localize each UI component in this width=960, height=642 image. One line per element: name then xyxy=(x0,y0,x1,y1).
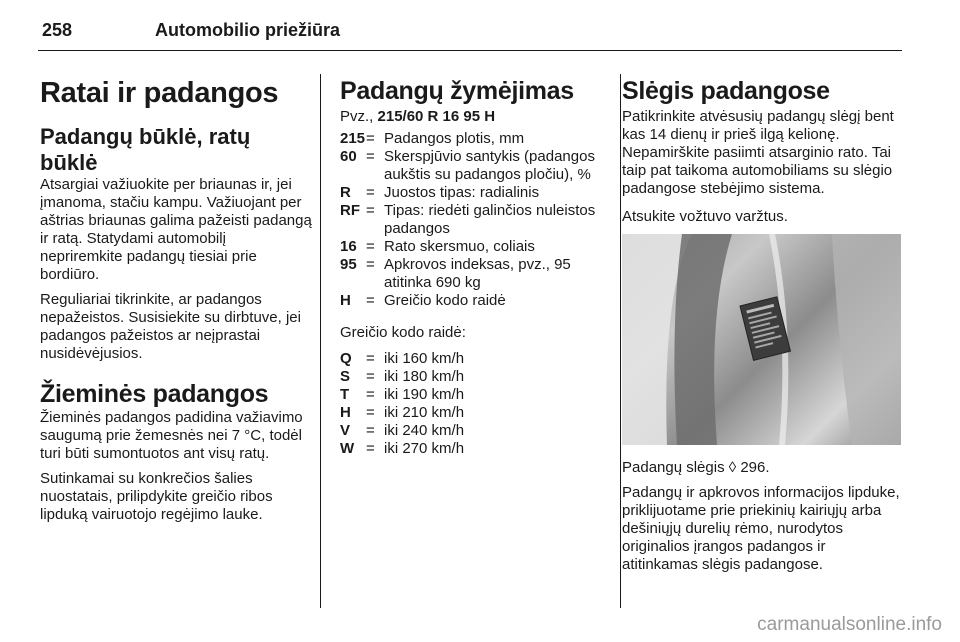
markings-list xyxy=(340,130,606,310)
speed-eq: = xyxy=(366,350,375,367)
definition-row xyxy=(340,238,606,256)
speed-row xyxy=(340,422,606,440)
speed-key: V xyxy=(340,422,351,439)
definition-value: Greičio kodo raidė xyxy=(384,292,506,309)
column-divider-1 xyxy=(320,74,321,608)
speed-key: Q xyxy=(340,350,352,367)
section-heading-tire-pressure: Slėgis padangose xyxy=(622,77,830,105)
paragraph: Atsargiai važiuokite per briaunas ir, jei įmanoma, stačiu kampu. Važiuojant per aštrias briaunas galima pažeisti padangą ir ratą. Statydami automobilį nepriremkite padangų tiesiai prie bordiūro. xyxy=(40,176,312,283)
definition-row xyxy=(340,148,606,184)
speed-value: iki 240 km/h xyxy=(384,422,465,439)
definition-value: Skerspjūvio santykis (padangos aukštis su padangos pločiu), % xyxy=(384,148,595,183)
definition-row xyxy=(340,130,606,148)
section-heading-winter-tires: Žieminės padangos xyxy=(40,380,269,408)
chapter-title: Automobilio priežiūra xyxy=(155,20,341,40)
speed-value: iki 210 km/h xyxy=(384,404,465,421)
speed-row xyxy=(340,440,606,458)
speed-eq: = xyxy=(366,440,375,457)
speed-eq: = xyxy=(366,386,375,403)
section-heading-tire-condition: Padangų būklė, ratų būklė xyxy=(40,124,251,175)
paragraph: Atsukite vožtuvo varžtus. xyxy=(622,208,788,225)
definition-key: 16 xyxy=(340,238,357,255)
speed-value: iki 180 km/h xyxy=(384,368,465,385)
definition-row xyxy=(340,202,606,238)
page-number: 258 xyxy=(42,20,73,40)
paragraph: Padangų slėgis ◊ 296. xyxy=(622,459,770,476)
definition-value: Tipas: riedėti galinčios nuleistos padangos xyxy=(384,202,596,237)
definition-eq: = xyxy=(366,238,375,255)
speed-eq: = xyxy=(366,422,375,439)
door-frame-illustration xyxy=(622,234,901,445)
speed-list xyxy=(340,350,606,458)
definition-key: 60 xyxy=(340,148,357,165)
speed-key: H xyxy=(340,404,351,421)
definition-eq: = xyxy=(366,130,375,147)
paragraph: Padangų ir apkrovos informacijos lipduke, priklijuotame prie priekinių kairiųjų arba dešiniųjų durelių rėmo, nurodytos originalios įrangos padangos ir atitinkamas slėgis padangose. xyxy=(622,484,900,573)
definition-key: 95 xyxy=(340,256,357,273)
speed-eq: = xyxy=(366,404,375,421)
column-left xyxy=(40,72,312,531)
paragraph: Sutinkamai su konkrečios šalies nuostatais, prilipdykite greičio ribos lipduką vairuotojo regėjimo lauke. xyxy=(40,470,273,523)
definition-row xyxy=(340,184,606,202)
column-divider-2 xyxy=(620,74,621,608)
example-prefix: Pvz., xyxy=(340,108,378,125)
definition-eq: = xyxy=(366,256,375,273)
definition-eq: = xyxy=(366,292,375,309)
speed-key: W xyxy=(340,440,355,457)
paragraph: Reguliariai tikrinkite, ar padangos nepažeistos. Susisiekite su dirbtuve, jei padangos pažeistos ar neįprastai nusidėvėjusios. xyxy=(40,291,301,362)
definition-row xyxy=(340,256,606,292)
definition-row xyxy=(340,292,606,310)
section-heading-tire-markings: Padangų žymėjimas xyxy=(340,77,574,105)
example-line xyxy=(340,108,606,126)
definition-eq: = xyxy=(366,148,375,165)
page-title: Ratai ir padangos xyxy=(40,77,279,109)
speed-value: iki 160 km/h xyxy=(384,350,465,367)
definition-value: Apkrovos indeksas, pvz., 95 atitinka 690 kg xyxy=(384,256,571,291)
speed-value: iki 270 km/h xyxy=(384,440,465,457)
speed-value: iki 190 km/h xyxy=(384,386,465,403)
speed-key: T xyxy=(340,386,350,403)
speed-row xyxy=(340,386,606,404)
speed-key: S xyxy=(340,368,351,385)
definition-value: Juostos tipas: radialinis xyxy=(384,184,540,201)
page-header xyxy=(38,14,902,51)
door-frame-tire-label-photo xyxy=(622,234,901,445)
paragraph: Žieminės padangos padidina važiavimo saugumą prie žemesnės nei 7 °C, todėl turi būti sumontuotos ant visų ratų. xyxy=(40,409,303,462)
speed-intro: Greičio kodo raidė: xyxy=(340,324,466,341)
speed-row xyxy=(340,368,606,386)
definition-key: R xyxy=(340,184,351,201)
column-middle xyxy=(340,72,606,468)
definition-key: RF xyxy=(340,202,360,219)
column-right xyxy=(622,72,904,581)
example-code: 215/60 R 16 95 H xyxy=(377,108,496,125)
definition-eq: = xyxy=(366,202,375,219)
speed-row xyxy=(340,350,606,368)
definition-value: Rato skersmuo, coliais xyxy=(384,238,535,255)
speed-row xyxy=(340,404,606,422)
watermark: carmanualsonline.info xyxy=(757,614,942,635)
definition-eq: = xyxy=(366,184,375,201)
paragraph: Patikrinkite atvėsusių padangų slėgį bent kas 14 dienų ir prieš ilgą kelionę. Nepamirškite pasiimti atsarginio rato. Tai taip pat taikoma automobiliams su slėgio padangose stebėjimo sistema. xyxy=(622,108,894,197)
definition-key: 215 xyxy=(340,130,366,147)
definition-value: Padangos plotis, mm xyxy=(384,130,525,147)
definition-key: H xyxy=(340,292,351,309)
speed-eq: = xyxy=(366,368,375,385)
